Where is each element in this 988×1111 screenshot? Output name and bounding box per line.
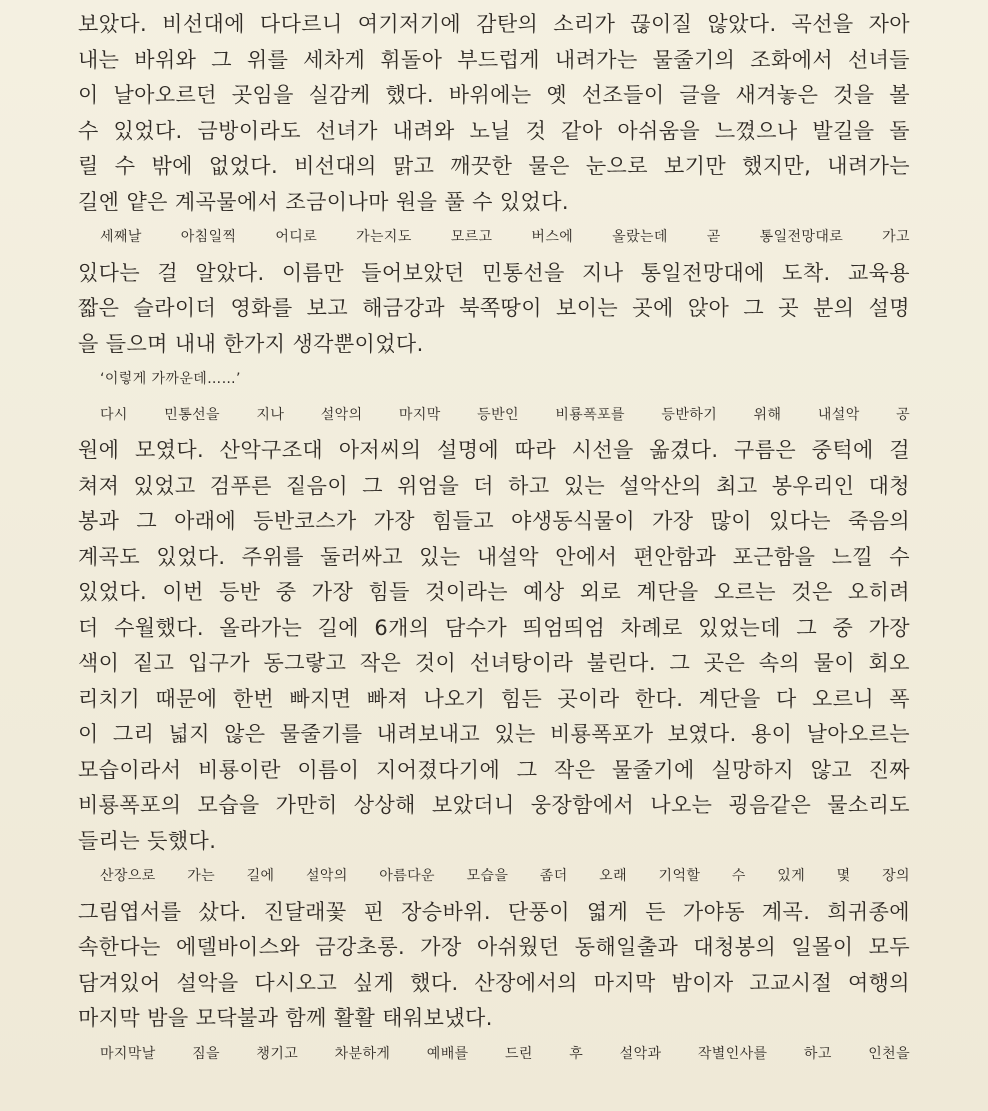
text-line: 리치기 때문에 한번 빠지면 빠져 나오기 힘든 곳이라 한다. 계단을 다 오르니 폭 [78, 686, 910, 711]
text-line: 수 있었다. 금방이라도 선녀가 내려와 노닐 것 같아 아쉬움을 느꼈으나 발길을 돌 [78, 118, 910, 143]
text-line: 담겨있어 설악을 다시오고 싶게 했다. 산장에서의 마지막 밤이자 고교시절 여행의 [78, 970, 910, 995]
text-line: 마지막날 짐을 챙기고 차분하게 예배를 드린 후 설악과 작별인사를 하고 인천을 [100, 1045, 910, 1062]
text-line: 보았다. 비선대에 다다르니 여기저기에 감탄의 소리가 끊이질 않았다. 곡선을 자아 [78, 12, 910, 36]
text-line: 릴 수 밖에 없었다. 비선대의 맑고 깨끗한 물은 눈으로 보기만 했지만, 내려가는 [78, 154, 910, 178]
text-line: 봉과 그 아래에 등반코스가 가장 힘들고 야생동식물이 가장 많이 있다는 죽음의 [78, 509, 910, 533]
text-line: 그림엽서를 샀다. 진달래꽃 핀 장승바위. 단풍이 엷게 든 가야동 계곡. 희귀종에 [78, 899, 910, 924]
text-line: 산장으로 가는 길에 설악의 아름다운 모습을 좀더 오래 기억할 수 있게 몇 장의 [100, 868, 910, 884]
text-line: 속한다는 에델바이스와 금강초롱. 가장 아쉬웠던 동해일출과 대청봉의 일몰이 모두 [78, 935, 910, 959]
text-line: 비룡폭포의 모습을 가만히 상상해 보았더니 웅장함에서 나오는 굉음같은 물소리도 [78, 793, 910, 817]
text-line: 마지막 밤을 모닥불과 함께 활활 태워보냈다. [78, 1006, 493, 1030]
text-line: ‘이렇게 가까운데……’ [100, 371, 241, 387]
text-line: 있다는 걸 알았다. 이름만 들어보았던 민통선을 지나 통일전망대에 도착. 교육용 [78, 260, 910, 285]
text-line: 쳐져 있었고 검푸른 짙음이 그 위엄을 더 하고 있는 설악산의 최고 봉우리인 대청 [78, 473, 910, 498]
text-line: 계곡도 있었다. 주위를 둘러싸고 있는 내설악 안에서 편안함과 포근함을 느낄 수 [78, 544, 910, 569]
text-line: 짧은 슬라이더 영화를 보고 해금강과 북쪽땅이 보이는 곳에 앉아 그 곳 분의 설명 [78, 296, 910, 320]
text-line: 원에 모였다. 산악구조대 아저씨의 설명에 따라 시선을 옮겼다. 구름은 중턱에 걸 [78, 438, 910, 462]
text-line: 길엔 얕은 계곡물에서 조금이나마 원을 풀 수 있었다. [78, 189, 570, 214]
text-line: 이 그리 넓지 않은 물줄기를 내려보내고 있는 비룡폭포가 보였다. 용이 날아오르는 [78, 722, 910, 746]
text-line: 세째날 아침일찍 어디로 가는지도 모르고 버스에 올랐는데 곧 통일전망대로 가고 [100, 229, 910, 245]
text-line: 색이 짙고 입구가 동그랗고 작은 것이 선녀탕이라 불린다. 그 곳은 속의 물이 회오 [78, 651, 910, 675]
text-line: 내는 바위와 그 위를 세차게 휘돌아 부드럽게 내려가는 물줄기의 조화에서 선녀들 [78, 47, 910, 72]
text-line: 더 수월했다. 올라가는 길에 6개의 담수가 띄엄띄엄 차례로 있었는데 그 중 가장 [78, 615, 910, 640]
text-line: 모습이라서 비룡이란 이름이 지어졌다기에 그 작은 물줄기에 실망하지 않고 진짜 [78, 757, 910, 782]
text-line: 을 들으며 내내 한가지 생각뿐이었다. [78, 331, 424, 356]
text-line: 있었다. 이번 등반 중 가장 힘들 것이라는 예상 외로 계단을 오르는 것은 오히려 [78, 580, 910, 604]
text-line: 들리는 듯했다. [78, 828, 217, 853]
text-line: 다시 민통선을 지나 설악의 마지막 등반인 비룡폭포를 등반하기 위해 내설악 공 [100, 406, 910, 423]
text-line: 이 날아오르던 곳임을 실감케 했다. 바위에는 옛 선조들이 글을 새겨놓은 것을 볼 [78, 83, 910, 107]
